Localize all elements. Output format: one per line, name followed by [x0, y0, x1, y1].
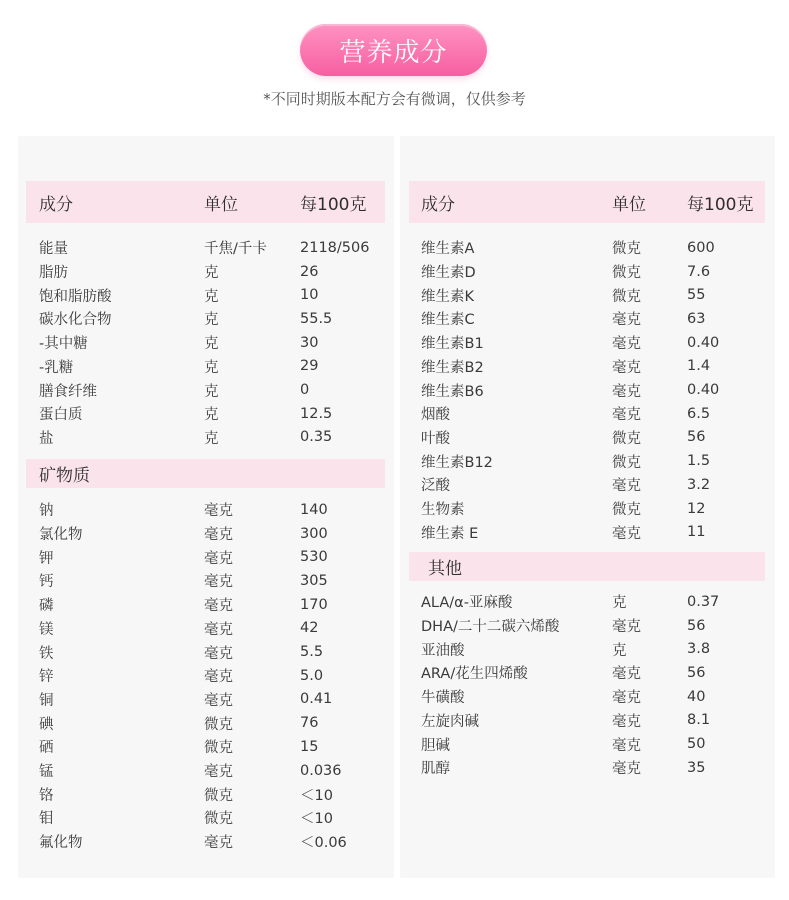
- nutrient-name: 锰: [39, 764, 54, 781]
- nutrient-unit: 克: [204, 265, 219, 282]
- nutrient-value: 0.41: [300, 691, 333, 708]
- nutrient-name: 硒: [39, 740, 54, 757]
- table-row: [0, 236, 789, 260]
- nutrient-value: 11: [687, 524, 706, 541]
- nutrient-value: 56: [687, 664, 706, 681]
- nutrient-name: 盐: [39, 430, 54, 447]
- nutrient-name: 维生素C: [421, 312, 475, 329]
- nutrient-name: 钼: [39, 811, 54, 828]
- table-row: [0, 283, 789, 307]
- nutrient-value: 140: [300, 501, 328, 518]
- other-section-header: [409, 552, 765, 581]
- table-row: [0, 661, 789, 685]
- table-row: [0, 520, 789, 544]
- nutrient-value: 7.6: [687, 263, 711, 280]
- nutrient-name: 碳水化合物: [39, 312, 112, 329]
- nutrient-value: 300: [300, 525, 328, 542]
- nutrient-value: 6.5: [687, 405, 711, 422]
- nutrient-name: 锌: [39, 669, 54, 686]
- nutrient-value: 0.036: [300, 762, 342, 779]
- nutrient-unit: 毫克: [204, 550, 233, 567]
- nutrient-name: 生物素: [421, 502, 465, 519]
- nutrient-unit: 毫克: [204, 621, 233, 638]
- nutrient-value: 40: [687, 688, 706, 705]
- nutrient-unit: 毫克: [204, 527, 233, 544]
- nutrient-value: 2118/506: [300, 239, 370, 256]
- nutrient-unit: 毫克: [612, 713, 641, 730]
- nutrient-unit: 毫克: [204, 645, 233, 662]
- nutrient-value: 30: [300, 334, 319, 351]
- right-header-col-2: 单位: [612, 194, 646, 215]
- table-row: [0, 260, 789, 284]
- nutrient-value: 1.4: [687, 358, 711, 375]
- nutrient-unit: 毫克: [204, 835, 233, 852]
- table-row: [0, 497, 789, 521]
- nutrient-name: 镁: [39, 621, 54, 638]
- table-row: [0, 806, 789, 830]
- nutrient-value: 5.0: [300, 667, 324, 684]
- nutrient-value: 50: [687, 736, 706, 753]
- nutrient-value: ＜10: [300, 787, 333, 804]
- nutrient-name: 铁: [39, 645, 54, 662]
- nutrient-value: 5.5: [300, 644, 324, 661]
- nutrient-name: ALA/α-亚麻酸: [421, 595, 513, 612]
- nutrient-unit: 克: [204, 312, 219, 329]
- nutrient-unit: 毫克: [612, 666, 641, 683]
- nutrient-value: 55.5: [300, 310, 333, 327]
- nutrient-name: 铬: [39, 787, 54, 804]
- nutrient-value: 3.8: [687, 641, 711, 658]
- nutrient-name: 泛酸: [421, 478, 450, 495]
- nutrient-value: 76: [300, 715, 319, 732]
- table-row: [0, 732, 789, 756]
- nutrient-value: 8.1: [687, 712, 711, 729]
- nutrient-name: 维生素D: [421, 265, 476, 282]
- nutrient-name: 维生素B12: [421, 454, 493, 471]
- nutrient-unit: 毫克: [612, 336, 641, 353]
- nutrient-name: 维生素 E: [421, 525, 479, 542]
- nutrient-unit: 微克: [204, 740, 233, 757]
- left-table-header: [26, 181, 385, 223]
- nutrient-value: 530: [300, 549, 328, 566]
- nutrient-unit: 微克: [612, 288, 641, 305]
- nutrient-value: ＜10: [300, 811, 333, 828]
- nutrient-name: 碘: [39, 716, 54, 733]
- nutrient-value: 1.5: [687, 453, 711, 470]
- nutrient-unit: 毫克: [204, 503, 233, 520]
- nutrient-value: 3.2: [687, 476, 711, 493]
- nutrient-unit: 毫克: [204, 692, 233, 709]
- nutrient-unit: 毫克: [612, 761, 641, 778]
- nutrient-value: 35: [687, 759, 706, 776]
- nutrient-name: 氯化物: [39, 527, 83, 544]
- nutrient-unit: 克: [204, 407, 219, 424]
- table-row: [0, 782, 789, 806]
- nutrient-unit: 微克: [204, 811, 233, 828]
- nutrient-name: 膳食纤维: [39, 383, 97, 400]
- nutrient-name: 铜: [39, 692, 54, 709]
- nutrient-name: 钠: [39, 503, 54, 520]
- page-title: 营养成分: [339, 37, 448, 68]
- nutrient-value: 55: [687, 287, 706, 304]
- nutrient-unit: 毫克: [204, 574, 233, 591]
- nutrient-unit: 毫克: [612, 737, 641, 754]
- nutrient-name: 脂肪: [39, 265, 68, 282]
- nutrient-unit: 千焦/千卡: [204, 241, 267, 258]
- section-title: 矿物质: [39, 466, 90, 486]
- table-row: [0, 709, 789, 733]
- nutrient-unit: 微克: [612, 265, 641, 282]
- nutrient-unit: 克: [204, 359, 219, 376]
- nutrient-name: 烟酸: [421, 407, 450, 424]
- nutrient-unit: 毫克: [204, 669, 233, 686]
- nutrient-value: 56: [687, 429, 706, 446]
- table-row: [0, 449, 789, 473]
- nutrient-unit: 微克: [204, 716, 233, 733]
- nutrient-unit: 克: [204, 288, 219, 305]
- nutrient-name: DHA/二十二碳六烯酸: [421, 619, 560, 636]
- table-row: [0, 473, 789, 497]
- nutrient-name: 维生素A: [421, 241, 475, 258]
- nutrient-value: 600: [687, 239, 715, 256]
- nutrient-unit: 毫克: [612, 619, 641, 636]
- table-row: [0, 402, 789, 426]
- nutrient-name: 钙: [39, 574, 54, 591]
- nutrient-value: 170: [300, 596, 328, 613]
- nutrient-unit: 微克: [612, 430, 641, 447]
- nutrient-unit: 毫克: [612, 478, 641, 495]
- right-table-header: [409, 181, 765, 223]
- section-title: 其他: [428, 559, 462, 579]
- nutrient-value: 12: [687, 500, 706, 517]
- table-row: [0, 355, 789, 379]
- nutrient-unit: 毫克: [612, 407, 641, 424]
- table-row: [0, 331, 789, 355]
- left-header-col-3: 每100克: [300, 194, 367, 215]
- nutrient-unit: 毫克: [612, 525, 641, 542]
- nutrient-name: 钾: [39, 550, 54, 567]
- nutrient-name: 叶酸: [421, 430, 450, 447]
- table-row: [0, 590, 789, 614]
- nutrient-name: 维生素B6: [421, 383, 484, 400]
- nutrient-value: 0.40: [687, 382, 720, 399]
- nutrient-value: 63: [687, 310, 706, 327]
- table-row: [0, 637, 789, 661]
- nutrient-name: 饱和脂肪酸: [39, 288, 112, 305]
- nutrient-name: 蛋白质: [39, 407, 83, 424]
- nutrient-name: 氟化物: [39, 835, 83, 852]
- nutrient-unit: 毫克: [204, 764, 233, 781]
- nutrient-name: 维生素K: [421, 288, 475, 305]
- title-badge: [300, 24, 487, 76]
- nutrient-name: 维生素B1: [421, 336, 484, 353]
- nutrient-unit: 克: [204, 383, 219, 400]
- nutrient-value: 0.37: [687, 593, 720, 610]
- table-row: [0, 307, 789, 331]
- right-header-col-3: 每100克: [687, 194, 754, 215]
- nutrient-unit: 克: [612, 642, 627, 659]
- nutrient-unit: 微克: [612, 241, 641, 258]
- nutrient-name: ARA/花生四烯酸: [421, 666, 528, 683]
- nutrient-unit: 微克: [612, 454, 641, 471]
- nutrient-value: 305: [300, 572, 328, 589]
- nutrient-value: 0.35: [300, 429, 333, 446]
- nutrient-value: 12.5: [300, 405, 333, 422]
- nutrient-name: 牛磺酸: [421, 690, 465, 707]
- table-row: [0, 830, 789, 854]
- table-row: [0, 756, 789, 780]
- nutrient-name: 亚油酸: [421, 642, 465, 659]
- table-row: [0, 685, 789, 709]
- nutrient-value: 0.40: [687, 334, 720, 351]
- table-row: [0, 426, 789, 450]
- nutrient-value: 56: [687, 617, 706, 634]
- nutrient-value: 26: [300, 263, 319, 280]
- nutrient-value: 10: [300, 287, 319, 304]
- nutrient-value: 42: [300, 620, 319, 637]
- left-header-col-1: 成分: [39, 194, 73, 215]
- nutrient-unit: 毫克: [612, 312, 641, 329]
- nutrient-unit: 毫克: [612, 383, 641, 400]
- nutrient-unit: 毫克: [204, 598, 233, 615]
- nutrient-unit: 克: [204, 336, 219, 353]
- nutrient-unit: 微克: [612, 502, 641, 519]
- nutrient-name: 磷: [39, 598, 54, 615]
- nutrient-name: 能量: [39, 241, 68, 258]
- disclaimer-note: *不同时期版本配方会有微调，仅供参考: [263, 90, 526, 108]
- nutrient-unit: 毫克: [612, 690, 641, 707]
- nutrient-value: 29: [300, 358, 319, 375]
- nutrient-value: ＜0.06: [300, 835, 347, 852]
- nutrient-name: -其中糖: [39, 336, 88, 353]
- right-header-col-1: 成分: [421, 194, 455, 215]
- table-row: [0, 378, 789, 402]
- nutrient-unit: 克: [612, 595, 627, 612]
- table-row: [0, 614, 789, 638]
- nutrient-name: 左旋肉碱: [421, 713, 479, 730]
- left-header-col-2: 单位: [204, 194, 238, 215]
- nutrient-value: 0: [300, 382, 310, 399]
- nutrient-name: 肌醇: [421, 761, 450, 778]
- nutrient-unit: 微克: [204, 787, 233, 804]
- nutrient-unit: 毫克: [612, 359, 641, 376]
- nutrient-name: 维生素B2: [421, 359, 484, 376]
- nutrient-name: -乳糖: [39, 359, 74, 376]
- nutrient-value: 15: [300, 738, 319, 755]
- nutrient-unit: 克: [204, 430, 219, 447]
- nutrient-name: 胆碱: [421, 737, 450, 754]
